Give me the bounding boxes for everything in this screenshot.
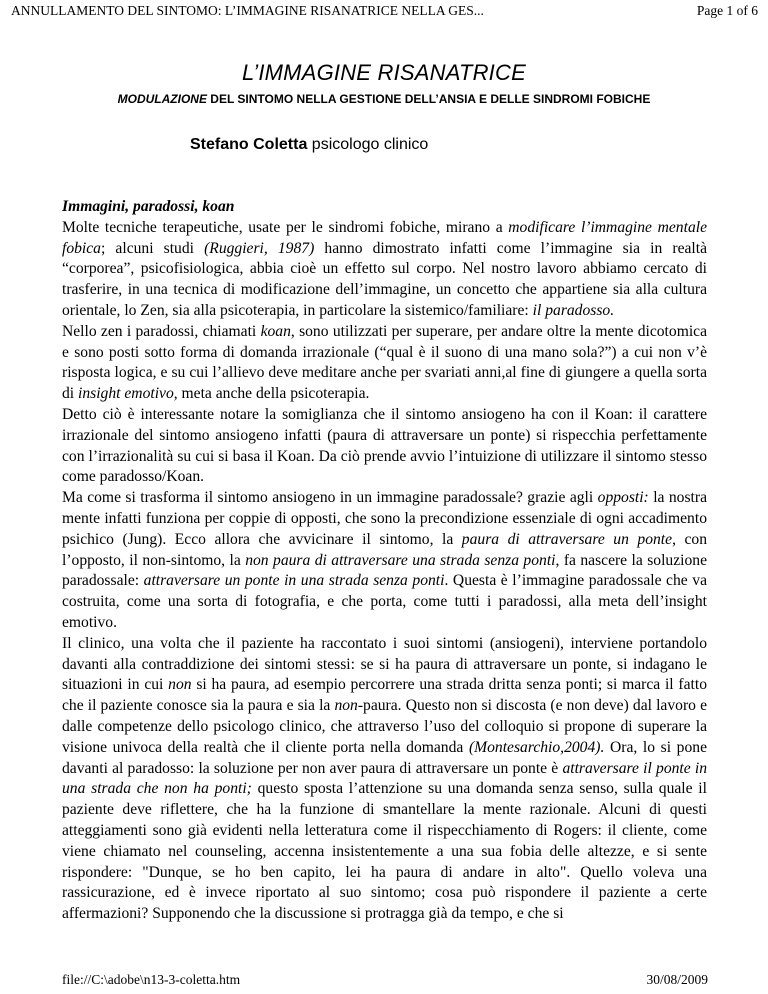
paragraph-text: Molte tecniche terapeutiche, usate per le sindromi fobiche, mirano a xyxy=(62,218,509,236)
emphasis-text: il paradosso. xyxy=(532,301,615,319)
print-header xyxy=(0,3,768,21)
emphasis-text: (Montesarchio,2004). xyxy=(468,738,605,756)
print-header-page-number: Page 1 of 6 xyxy=(696,3,758,18)
emphasis-text: non xyxy=(334,697,358,715)
emphasis-text: attraversare il ponte in una strada che non ha ponti; xyxy=(62,759,707,798)
emphasis-text: (Ruggieri, 1987) xyxy=(204,239,315,257)
paragraph-text: , sono utilizzati per superare, per andare oltre la mente dicotomica e sono posti sotto forma di domanda irrazionale (“qual è il suono di una mano sola?”) a cui non v’è risposta logica, e su cui l’allievo deve meditare anche per svariati anni,al fine di giungere a quella sorta di xyxy=(62,322,707,403)
body-paragraph xyxy=(62,405,707,488)
article-body xyxy=(62,197,707,925)
paragraph-text: . Questa è l’immagine paradossale che va costruita, come una sorta di fotografia, e che porta, come tutti i paradossi, alla meta dell’insight emotivo. xyxy=(62,572,707,631)
emphasis-text: attraversare un ponte in una strada senza ponti xyxy=(143,572,445,590)
print-footer xyxy=(0,972,768,990)
emphasis-text: paura di attraversare un ponte xyxy=(461,530,673,548)
paragraph-text: Nello zen i paradossi, chiamati xyxy=(62,322,261,340)
paragraph-text: Il clinico, una volta che il paziente ha raccontato i suoi sintomi (ansiogeni), interviene portandolo davanti alla contraddizione dei sintomi stessi: se si ha paura di attraversare un ponte, si indagano le situazioni in cui xyxy=(62,634,707,694)
paragraph-text: -paura. Questo non si discosta (e non deve) dal lavoro e dalle competenze dello psicologo clinico, che attraverso l’uso del colloquio si propone di superare la visione univoca della realtà che il cliente porta nella domanda xyxy=(62,697,707,756)
document-title: L’IMMAGINE RISANATRICE xyxy=(242,60,526,85)
subtitle-italic-word: MODULAZIONE xyxy=(117,92,207,106)
section-title: Immagini, paradossi, koan xyxy=(62,198,235,215)
emphasis-text: non xyxy=(168,676,192,694)
paragraph-text: Ma come si trasforma il sintomo ansiogeno in un immagine paradossale? grazie agli xyxy=(62,489,598,507)
body-paragraph xyxy=(62,634,707,925)
paragraph-text: si ha paura, ad esempio percorrere una strada dritta senza ponti; si marca il fatto che il paziente conosce sia la paura e sia la xyxy=(62,676,707,715)
paragraph-text: questo sposta l’attenzione su una domanda senza senso, sulla quale il paziente deve riflettere, che ha la funzione di smantellare la mente razionale. Alcuni di questi atteggiamenti sono già evidenti nella letteratura come il rispecchiamento di Rogers: il cliente, come viene chiamato nel counseling, accenna insistentemente a una sua fobia delle altezze, e si sente rispondere: "Dunque, se ho ben capito, lei ha paura di andare in alto". Quello voleva una rassicurazione, ed è invece riportato al suo sintomo; cosa può rispondere il paziente a certe affermazioni? Supponendo che la discussione si protragga già da tempo, e che si xyxy=(62,780,707,923)
body-paragraph xyxy=(62,322,707,405)
emphasis-text: insight emotivo xyxy=(78,385,174,403)
author-line xyxy=(190,136,428,154)
body-paragraph xyxy=(62,488,707,634)
paragraph-text: hanno dimostrato infatti come l’immagine sia in realtà “corporea”, psicofisiologica, abbia cioè un effetto sul corpo. Nel nostro lavoro abbiamo cercato di trasferire, in una tecnica di modificazione dell’immagine, un concetto che appartiene sia alla cultura orientale, lo Zen, sia alla psicoterapia, in particolare la sistemico/familiare: xyxy=(62,239,707,319)
author-name: Stefano Coletta xyxy=(190,136,308,153)
author-role: psicologo clinico xyxy=(307,136,429,153)
emphasis-text: non paura di attraversare una strada senza ponti xyxy=(245,551,556,569)
paragraph-text: , con l’opposto, il non-sintomo, la xyxy=(62,530,708,569)
emphasis-text: koan xyxy=(260,322,291,340)
body-paragraph xyxy=(62,218,707,322)
subtitle-text: DEL SINTOMO NELLA GESTIONE DELL’ANSIA E DELLE SINDROMI FOBICHE xyxy=(206,92,651,106)
paragraph-text: la nostra mente infatti funziona per coppie di opposti, che sono la precondizione essenziale di ogni accadimento psichico (Jung). Ecco allora che avvicinare il sintomo, la xyxy=(62,489,707,548)
paragraph-text: , fa nascere la soluzione paradossale: xyxy=(62,551,707,590)
paragraph-text: Ora, lo si pone davanti al paradosso: la soluzione per non aver paura di attraversare un ponte è xyxy=(62,738,707,777)
emphasis-text: opposti: xyxy=(597,489,649,507)
paragraph-text: Detto ciò è interessante notare la somiglianza che il sintomo ansiogeno ha con il Koan: il carattere irrazionale del sintomo ansiogeno infatti (paura di attraversare un ponte) si rispecchia perfettamente con l’irrazionalità su cui si basa il Koan. Da ciò prende avvio l’intuizione di utilizzare il sintomo stesso come paradosso/Koan. xyxy=(62,405,707,486)
emphasis-text: modificare l’immagine mentale fobica xyxy=(62,218,707,257)
print-footer-date: 30/08/2009 xyxy=(646,972,708,987)
document-subtitle xyxy=(100,92,668,106)
paragraph-text: , meta anche della psicoterapia. xyxy=(173,385,370,403)
paragraph-text: ; alcuni studi xyxy=(100,239,205,257)
print-footer-file-path: file://C:\adobe\n13-3-coletta.htm xyxy=(62,972,241,987)
paragraphs-container xyxy=(62,218,707,925)
print-header-title: ANNULLAMENTO DEL SINTOMO: L’IMMAGINE RISANATRICE NELLA GES... xyxy=(11,3,484,18)
